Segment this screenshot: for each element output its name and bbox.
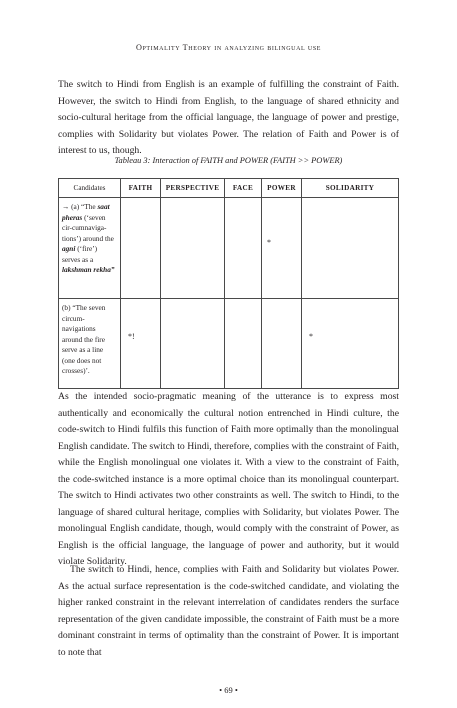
candidate-b-faith-cell — [121, 299, 161, 389]
table-row-candidate-a — [59, 198, 399, 299]
tableau-table — [58, 178, 399, 389]
header-solidarity: SOLIDARITY — [302, 179, 399, 198]
candidate-a-face-cell — [225, 198, 262, 299]
candidate-a-middle-1: (‘seven cir-cumnaviga-tions’) around the — [62, 212, 114, 243]
candidate-a-cell — [59, 198, 121, 299]
violation-mark: * — [267, 238, 271, 247]
header-faith: FAITH — [121, 179, 161, 198]
candidate-a-perspective-cell — [161, 198, 225, 299]
paragraph-1: The switch to Hindi from English is an example of fulfilling the constraint of Faith. However, the switch to Hindi from English, to the language of shared ethnicity and socio-cultural heritage from the official language, the language of power and prestige, complies with Solidarity but violates Power. The relation of Faith and Power is of interest to us, though. — [58, 79, 399, 156]
candidate-a-term-lakshman-rekha: lakshman rekha” — [62, 265, 115, 274]
page-number: • 69 • — [219, 685, 238, 695]
candidate-b-face-cell — [225, 299, 262, 389]
paragraph-3: The switch to Hindi, hence, complies with Faith and Solidarity but violates Power. As the actual surface representation is the code-switched candidate, and violating the higher ranked constraint in the relevant interrelation of candidates renders the surface representation of the given candidate impossible, the constraint of Faith must be a more dominant constraint in terms of optimality than the constraint of Power. It is important to note that — [58, 564, 399, 658]
candidate-b-perspective-cell — [161, 299, 225, 389]
violation-mark: * — [309, 332, 313, 341]
table-row-candidate-b — [59, 299, 399, 389]
header-candidates: Candidates — [59, 179, 121, 198]
fatal-violation-mark: *! — [128, 332, 135, 341]
candidate-a-solidarity-cell — [302, 198, 399, 299]
candidate-a-power-cell — [262, 198, 302, 299]
candidate-a-faith-cell — [121, 198, 161, 299]
candidate-b-solidarity-cell — [302, 299, 399, 389]
candidate-a-prefix: → (a) “The — [62, 202, 98, 211]
candidate-b-power-cell — [262, 299, 302, 389]
candidate-a-middle-2: (‘fire’) serves as a — [62, 244, 98, 264]
paragraph-2: As the intended socio-pragmatic meaning of the utterance is to express most authentically and economically the cultural notion entrenched in Hindi culture, the code-switch to Hindi fulfils this function of Faith more optimally than the monolingual English candidate. The switch to Hindi, therefore, complies with the constraint of Faith, while the English monolingual one violates it. With a view to the constraint of Faith, the code-switched instance is a more optimal choice than its monolingual counterpart. The switch to Hindi activates two other constraints as well. The switch to Hindi, to the language of shared cultural heritage, complies with Solidarity, but violates Power. The monolingual English candidate, though, would comply with the constraint of Power, as English is the official language, the language of power and authority, but it would violate Solidarity. — [58, 391, 399, 567]
candidate-a-term-saat-pheras: saat pheras — [62, 202, 110, 222]
header-perspective: PERSPECTIVE — [161, 179, 225, 198]
tableau-header-row — [59, 179, 399, 198]
header-face: FACE — [225, 179, 262, 198]
candidate-a-term-agni: agni — [62, 244, 76, 253]
running-head: Optimality Theory in analyzing bilingual use — [135, 43, 322, 52]
tableau-caption: Tableau 3: Interaction of FAITH and POWER (FAITH >> POWER) — [114, 156, 343, 165]
candidate-b-cell: (b) “The seven circum-navigations around the fire serve as a line (one does not crosses)’. — [59, 299, 121, 389]
header-power: POWER — [262, 179, 302, 198]
